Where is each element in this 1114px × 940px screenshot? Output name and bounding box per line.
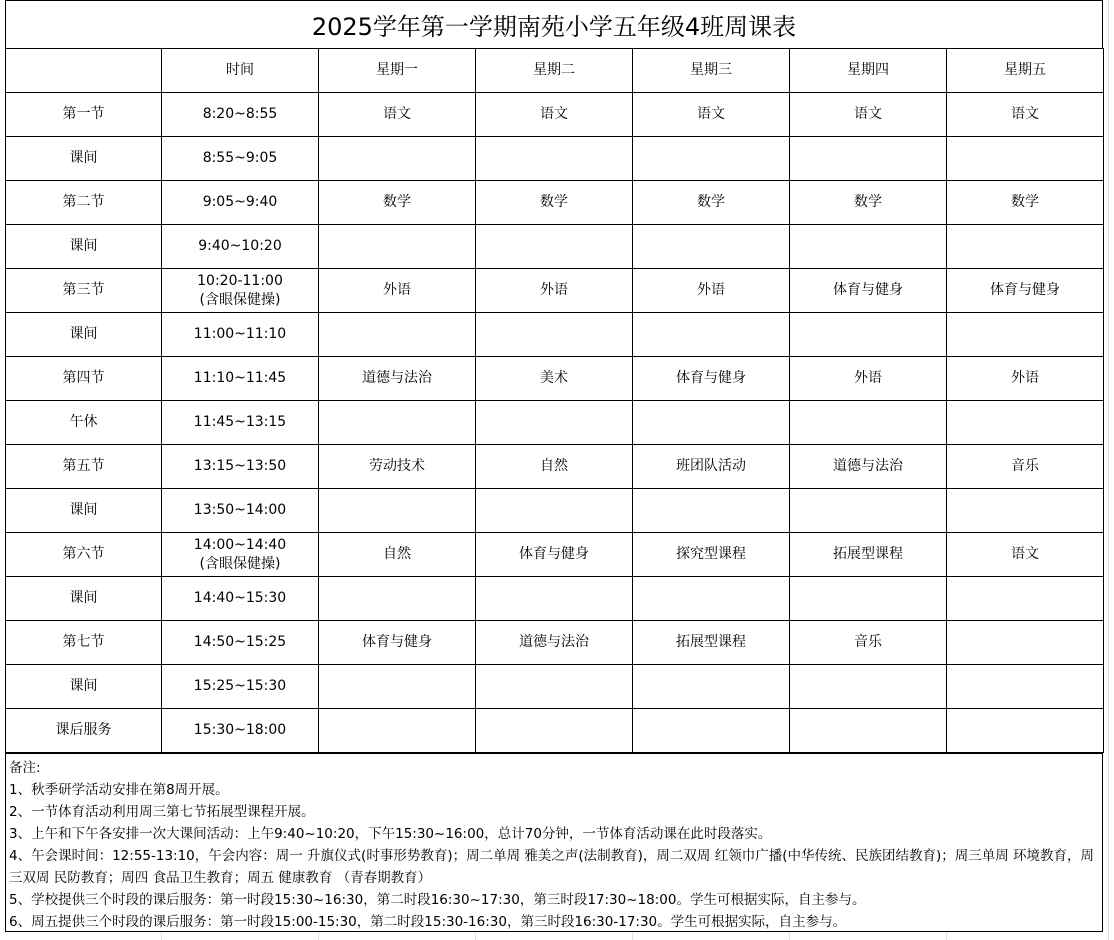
class-cell[interactable]: 道德与法治 bbox=[476, 621, 633, 665]
class-cell[interactable] bbox=[790, 401, 947, 445]
class-cell[interactable]: 外语 bbox=[790, 357, 947, 401]
class-cell[interactable]: 语文 bbox=[947, 93, 1104, 137]
class-cell[interactable]: 体育与健身 bbox=[947, 269, 1104, 313]
period-cell[interactable]: 第五节 bbox=[6, 445, 162, 489]
table-row bbox=[6, 269, 1104, 313]
class-cell[interactable]: 外语 bbox=[476, 269, 633, 313]
period-cell[interactable]: 课间 bbox=[6, 313, 162, 357]
time-range: 9:05~9:40 bbox=[202, 194, 278, 210]
class-cell[interactable]: 体育与健身 bbox=[633, 357, 790, 401]
table-row bbox=[6, 665, 1104, 709]
header-cell[interactable]: 时间 bbox=[162, 49, 319, 93]
time-cell[interactable] bbox=[162, 577, 319, 621]
time-range: 13:15~13:50 bbox=[193, 458, 287, 474]
class-cell[interactable] bbox=[790, 577, 947, 621]
time-range: 11:45~13:15 bbox=[193, 414, 287, 430]
class-cell[interactable]: 语文 bbox=[319, 93, 476, 137]
class-cell[interactable]: 语文 bbox=[790, 93, 947, 137]
class-cell[interactable] bbox=[476, 489, 633, 533]
time-cell[interactable] bbox=[162, 357, 319, 401]
class-cell[interactable] bbox=[476, 577, 633, 621]
period-cell[interactable]: 第三节 bbox=[6, 269, 162, 313]
class-cell[interactable] bbox=[790, 709, 947, 753]
class-cell[interactable]: 拓展型课程 bbox=[633, 621, 790, 665]
class-cell[interactable]: 数学 bbox=[319, 181, 476, 225]
class-cell[interactable]: 自然 bbox=[319, 533, 476, 577]
class-cell[interactable] bbox=[790, 225, 947, 269]
class-cell[interactable]: 自然 bbox=[476, 445, 633, 489]
class-cell[interactable] bbox=[947, 401, 1104, 445]
table-row bbox=[6, 577, 1104, 621]
table-row bbox=[6, 401, 1104, 445]
class-cell[interactable] bbox=[319, 665, 476, 709]
notes-section[interactable] bbox=[5, 752, 1103, 932]
header-cell[interactable]: 星期五 bbox=[947, 49, 1104, 93]
page-title: 2025学年第一学期南苑小学五年级4班周课表 bbox=[5, 0, 1103, 48]
time-range: 9:40~10:20 bbox=[198, 238, 282, 254]
time-range: 14:50~15:25 bbox=[193, 634, 287, 650]
note-line: 6、周五提供三个时段的课后服务：第一时段15:00-15:30，第二时段15:30-16:30，第三时段16:30-17:30。学生可根据实际，自主参与。 bbox=[9, 914, 847, 930]
time-range: 14:00~14:40 bbox=[193, 536, 287, 553]
class-cell[interactable] bbox=[633, 225, 790, 269]
class-cell[interactable] bbox=[319, 137, 476, 181]
period-cell[interactable]: 课后服务 bbox=[6, 709, 162, 753]
time-cell[interactable] bbox=[162, 533, 319, 577]
header-cell[interactable]: 星期四 bbox=[790, 49, 947, 93]
class-cell[interactable]: 数学 bbox=[633, 181, 790, 225]
time-cell[interactable] bbox=[162, 621, 319, 665]
time-cell[interactable] bbox=[162, 181, 319, 225]
period-cell[interactable]: 课间 bbox=[6, 577, 162, 621]
period-cell[interactable]: 第七节 bbox=[6, 621, 162, 665]
header-row bbox=[6, 49, 1104, 93]
note-line: 4、午会课时间：12:55-13:10，午会内容：周一 升旗仪式(时事形势教育)；周二单周 雅美之声(法制教育)，周二双周 红领巾广播(中华传统、民族团结教育)；周三单周 环境教育，周三双周 民防教育；周四 食品卫生教育；周五 健康教育 （青春期教育） bbox=[9, 848, 1095, 886]
class-cell[interactable] bbox=[633, 313, 790, 357]
time-cell[interactable] bbox=[162, 225, 319, 269]
class-cell[interactable] bbox=[476, 709, 633, 753]
class-cell[interactable]: 音乐 bbox=[947, 445, 1104, 489]
period-cell[interactable]: 第一节 bbox=[6, 93, 162, 137]
class-cell[interactable] bbox=[319, 225, 476, 269]
time-range: 10:20-11:00 bbox=[197, 272, 283, 289]
period-cell[interactable]: 第六节 bbox=[6, 533, 162, 577]
header-cell[interactable]: 星期三 bbox=[633, 49, 790, 93]
time-cell[interactable] bbox=[162, 665, 319, 709]
class-cell[interactable]: 语文 bbox=[633, 93, 790, 137]
class-cell[interactable]: 外语 bbox=[319, 269, 476, 313]
class-cell[interactable]: 道德与法治 bbox=[319, 357, 476, 401]
class-cell[interactable] bbox=[319, 313, 476, 357]
period-cell[interactable]: 午休 bbox=[6, 401, 162, 445]
class-cell[interactable]: 数学 bbox=[790, 181, 947, 225]
class-cell[interactable] bbox=[790, 137, 947, 181]
table-row bbox=[6, 225, 1104, 269]
time-cell[interactable] bbox=[162, 313, 319, 357]
class-cell[interactable]: 语文 bbox=[947, 533, 1104, 577]
table-row bbox=[6, 137, 1104, 181]
class-cell[interactable] bbox=[790, 665, 947, 709]
class-cell[interactable] bbox=[947, 577, 1104, 621]
class-cell[interactable]: 体育与健身 bbox=[476, 533, 633, 577]
header-cell[interactable]: 星期二 bbox=[476, 49, 633, 93]
period-cell[interactable]: 第四节 bbox=[6, 357, 162, 401]
class-cell[interactable] bbox=[633, 665, 790, 709]
period-cell[interactable]: 课间 bbox=[6, 225, 162, 269]
class-cell[interactable]: 探究型课程 bbox=[633, 533, 790, 577]
table-row bbox=[6, 313, 1104, 357]
time-cell[interactable] bbox=[162, 269, 319, 313]
time-note: (含眼保健操) bbox=[199, 291, 281, 308]
class-cell[interactable] bbox=[476, 225, 633, 269]
table-row bbox=[6, 93, 1104, 137]
note-line: 5、学校提供三个时段的课后服务：第一时段15:30~16:30，第二时段16:30~17:30，第三时段17:30~18:00。学生可根据实际，自主参与。 bbox=[9, 892, 866, 908]
class-cell[interactable] bbox=[633, 401, 790, 445]
class-cell[interactable] bbox=[947, 621, 1104, 665]
class-cell[interactable] bbox=[947, 313, 1104, 357]
time-range: 14:40~15:30 bbox=[193, 590, 287, 606]
class-cell[interactable]: 体育与健身 bbox=[319, 621, 476, 665]
table-row bbox=[6, 621, 1104, 665]
time-cell[interactable] bbox=[162, 401, 319, 445]
class-cell[interactable] bbox=[633, 489, 790, 533]
table-row bbox=[6, 709, 1104, 753]
class-cell[interactable] bbox=[947, 665, 1104, 709]
schedule-table bbox=[5, 48, 1104, 753]
time-range: 15:25~15:30 bbox=[193, 678, 287, 694]
class-cell[interactable] bbox=[476, 313, 633, 357]
time-note: (含眼保健操) bbox=[199, 555, 281, 572]
notes-label: 备注: bbox=[9, 760, 41, 776]
period-cell[interactable]: 课间 bbox=[6, 137, 162, 181]
table-row bbox=[6, 489, 1104, 533]
class-cell[interactable]: 数学 bbox=[476, 181, 633, 225]
time-cell[interactable] bbox=[162, 489, 319, 533]
time-range: 8:20~8:55 bbox=[202, 106, 278, 122]
class-cell[interactable] bbox=[790, 489, 947, 533]
class-cell[interactable]: 班团队活动 bbox=[633, 445, 790, 489]
class-cell[interactable] bbox=[947, 489, 1104, 533]
class-cell[interactable] bbox=[319, 709, 476, 753]
class-cell[interactable]: 美术 bbox=[476, 357, 633, 401]
class-cell[interactable]: 音乐 bbox=[790, 621, 947, 665]
class-cell[interactable] bbox=[947, 225, 1104, 269]
table-row bbox=[6, 445, 1104, 489]
time-cell[interactable] bbox=[162, 137, 319, 181]
period-cell[interactable]: 课间 bbox=[6, 665, 162, 709]
class-cell[interactable] bbox=[319, 401, 476, 445]
table-row bbox=[6, 357, 1104, 401]
class-cell[interactable] bbox=[633, 577, 790, 621]
class-cell[interactable]: 道德与法治 bbox=[790, 445, 947, 489]
time-cell[interactable] bbox=[162, 709, 319, 753]
class-cell[interactable]: 体育与健身 bbox=[790, 269, 947, 313]
table-row bbox=[6, 181, 1104, 225]
class-cell[interactable] bbox=[947, 709, 1104, 753]
table-row bbox=[6, 533, 1104, 577]
class-cell[interactable] bbox=[476, 665, 633, 709]
class-cell[interactable] bbox=[947, 137, 1104, 181]
period-cell[interactable]: 课间 bbox=[6, 489, 162, 533]
period-cell[interactable]: 第二节 bbox=[6, 181, 162, 225]
note-line: 1、秋季研学活动安排在第8周开展。 bbox=[9, 782, 229, 798]
note-line: 3、上午和下午各安排一次大课间活动：上午9:40~10:20，下午15:30~16:00，总计70分钟，一节体育活动课在此时段落实。 bbox=[9, 826, 772, 842]
header-cell[interactable] bbox=[6, 49, 162, 93]
time-range: 11:10~11:45 bbox=[193, 370, 287, 386]
class-cell[interactable] bbox=[476, 137, 633, 181]
class-cell[interactable] bbox=[633, 709, 790, 753]
class-cell[interactable]: 劳动技术 bbox=[319, 445, 476, 489]
class-cell[interactable] bbox=[790, 313, 947, 357]
class-cell[interactable]: 数学 bbox=[947, 181, 1104, 225]
time-range: 11:00~11:10 bbox=[193, 326, 287, 342]
time-range: 8:55~9:05 bbox=[202, 150, 278, 166]
class-cell[interactable] bbox=[319, 489, 476, 533]
class-cell[interactable] bbox=[633, 137, 790, 181]
note-line: 2、一节体育活动利用周三第七节拓展型课程开展。 bbox=[9, 804, 315, 820]
class-cell[interactable]: 拓展型课程 bbox=[790, 533, 947, 577]
time-range: 15:30~18:00 bbox=[193, 722, 287, 738]
class-cell[interactable]: 外语 bbox=[947, 357, 1104, 401]
header-cell[interactable]: 星期一 bbox=[319, 49, 476, 93]
class-cell[interactable]: 外语 bbox=[633, 269, 790, 313]
time-cell[interactable] bbox=[162, 93, 319, 137]
class-cell[interactable]: 语文 bbox=[476, 93, 633, 137]
class-cell[interactable] bbox=[319, 577, 476, 621]
time-range: 13:50~14:00 bbox=[193, 502, 287, 518]
time-cell[interactable] bbox=[162, 445, 319, 489]
class-cell[interactable] bbox=[476, 401, 633, 445]
